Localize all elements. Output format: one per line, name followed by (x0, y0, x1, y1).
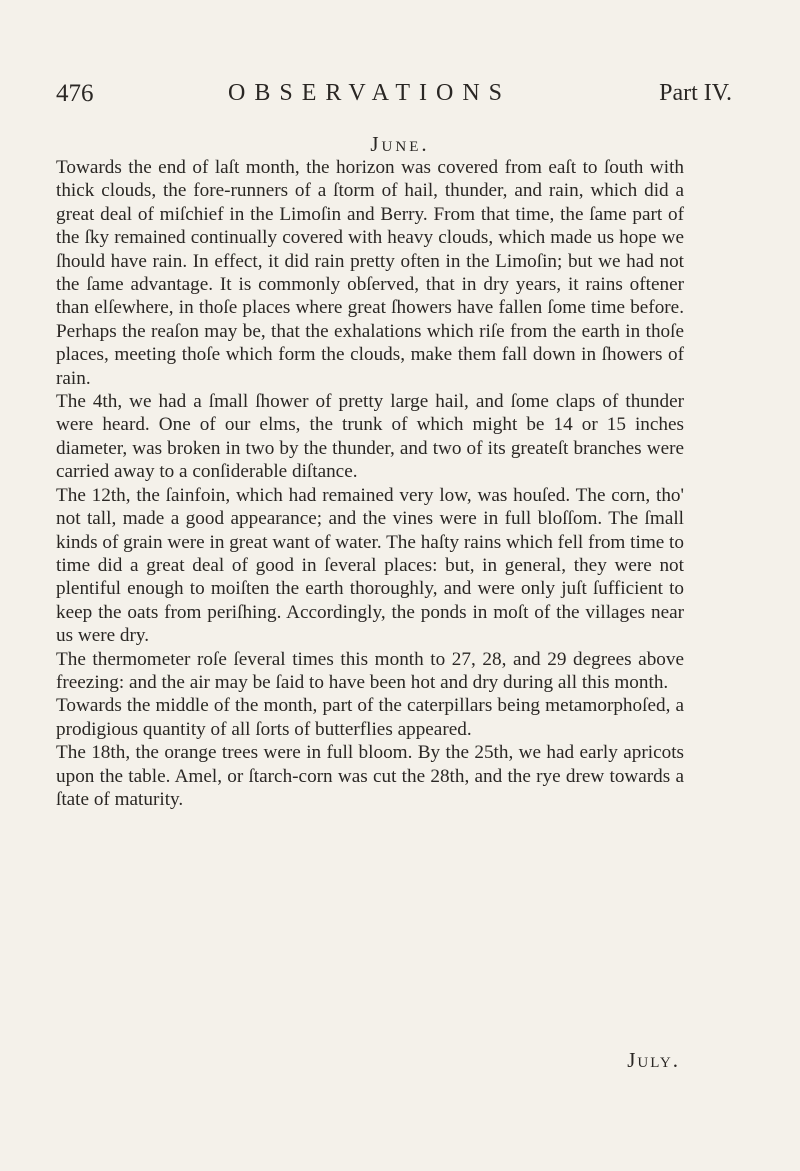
catchword: July. (627, 1048, 680, 1072)
paragraph: Towards the end of laſt month, the horizon was covered from eaſt to ſouth with thick clouds, the fore-runners of a ſtorm of hail, thunder, and rain, which did a great deal of miſchief in the Limoſin and Berry. From that time, the ſame part of the ſky remained continually covered with heavy clouds, which made us hope we ſhould have rain. In effect, it did rain pretty often in the Limoſin; but we had not the ſame advantage. It is commonly obſerved, that in dry years, it rains oftener than elſewhere, in thoſe places where great ſhowers have fallen ſome time before. Perhaps the reaſon may be, that the exhalations which riſe from the earth in thoſe places, meeting thoſe which form the clouds, make them fall down in ſhowers of rain. (56, 157, 684, 389)
paragraph: The 4th, we had a ſmall ſhower of pretty large hail, and ſome claps of thunder were heard. One of our elms, the trunk of which might be 14 or 15 inches diameter, was broken in two by the thunder, and two of its greateſt branches were carried away to a conſiderable diſtance. (56, 391, 684, 483)
paragraph: The thermometer roſe ſeveral times this month to 27, 28, and 29 degrees above freezing: and the air may be ſaid to have been hot and dry during all this month. (56, 648, 684, 693)
page-header (56, 80, 732, 114)
paragraph: Towards the middle of the month, part of the caterpillars being metamorphoſed, a prodigious quantity of all ſorts of butterflies appeared. (56, 695, 684, 740)
running-title: OBSERVATIONS (228, 80, 512, 106)
page-number: 476 (56, 80, 94, 107)
paragraph: The 18th, the orange trees were in full bloom. By the 25th, we had early apricots upon the table. Amel, or ſtarch-corn was cut the 28th, and the rye drew towards a ſtate of maturity. (56, 742, 684, 810)
section-heading: June. (370, 132, 430, 156)
body-text (56, 156, 684, 811)
part-label: Part IV. (659, 80, 732, 106)
paragraph: The 12th, the ſainfoin, which had remained very low, was houſed. The corn, tho' not tall, made a good appearance; and the vines were in full bloſſom. The ſmall kinds of grain were in great want of water. The haſty rains which fell from time to time did a great deal of good in ſeveral places: but, in general, they were not plentiful enough to moiſten the earth thoroughly, and were only juſt ſufficient to keep the oats from periſhing. Accordingly, the ponds in moſt of the villages near us were dry. (56, 484, 684, 647)
